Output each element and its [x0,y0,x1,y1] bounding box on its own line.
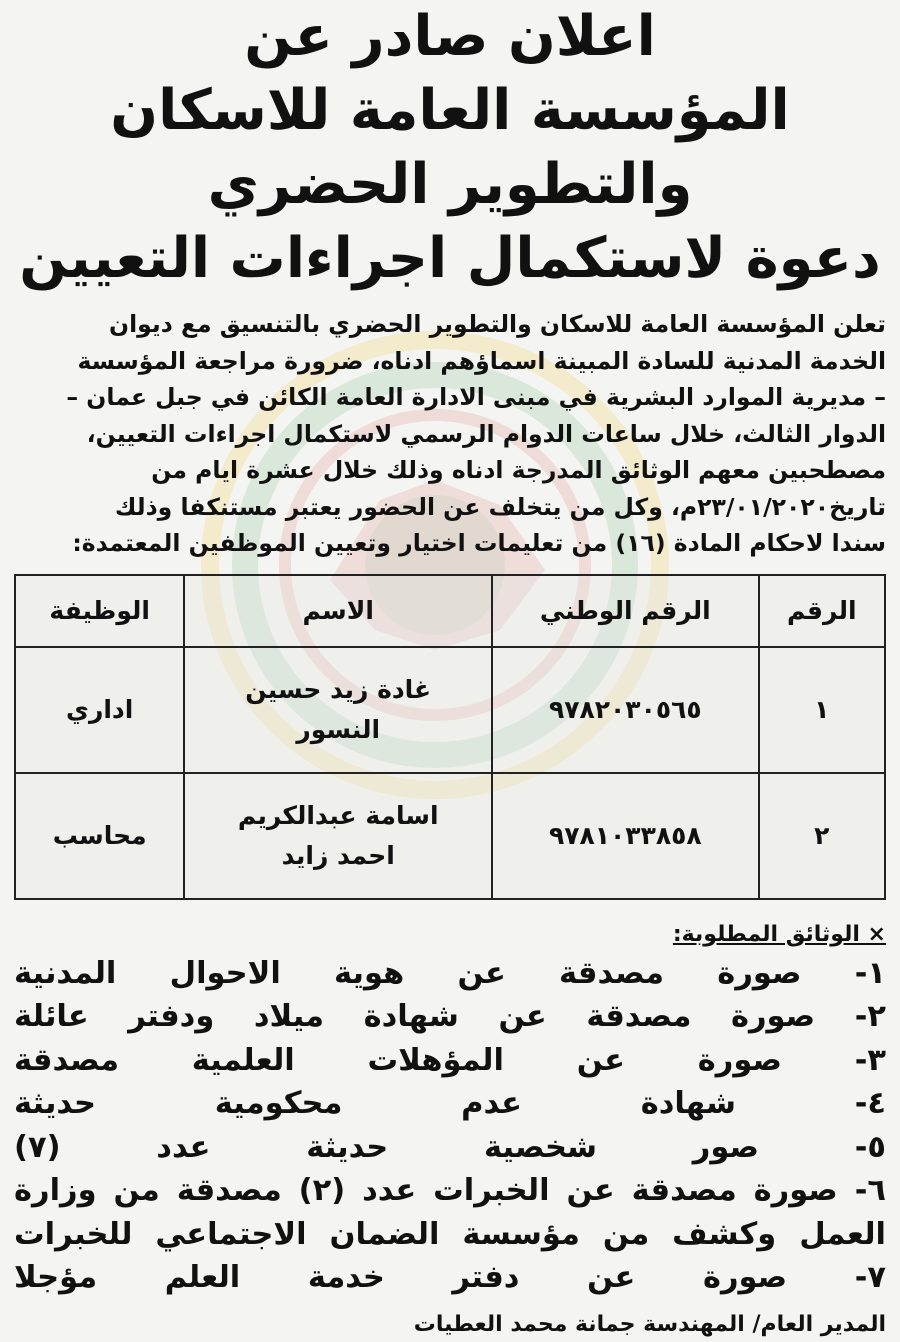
list-item: ١- صورة مصدقة عن هوية الاحوال المدنية [14,955,886,991]
list-item: ٥- صور شخصية حديثة عدد (٧) [14,1129,886,1165]
row-number: ٢ [759,773,885,899]
required-documents-list [14,952,886,1300]
list-item: ٧- صورة عن دفتر خدمة العلم مؤجلا [14,1260,886,1295]
required-documents-heading: × الوثائق المطلوبة: [672,921,886,947]
row-name-line1: غادة زيد حسين [245,674,432,704]
announcement-title-line1: اعلان صادر عن [244,4,656,69]
announcement-title-line2: المؤسسة العامة للاسكان والتطوير الحضري [110,78,790,217]
list-item: العمل وكشف من مؤسسة الضمان الاجتماعي للخبرات [14,1216,886,1252]
row-number: ١ [759,647,885,773]
table-row [15,647,885,773]
header-job: الوظيفة [15,575,184,647]
header-number: الرقم [759,575,885,647]
appointees-table [14,574,886,900]
row-name [184,647,492,773]
intro-line: الخدمة المدنية للسادة المبينة اسماؤهم ادناه، ضرورة مراجعة المؤسسة [77,346,886,375]
announcement-title-line3: دعوة لاستكمال اجراءات التعيين [19,226,881,291]
row-name-line2: احمد زايد [281,840,395,870]
intro-line: – مديرية الموارد البشرية في مبنى الادارة العامة الكائن في جبل عمان – [66,383,886,411]
row-job: اداري [15,647,184,773]
list-item: ٣- صورة عن المؤهلات العلمية مصدقة [14,1042,886,1078]
intro-line: سندا لاحكام المادة (١٦) من تعليمات اختيار وتعيين الموظفين المعتمدة: [72,529,886,557]
row-name [184,773,492,899]
row-job: محاسب [15,773,184,899]
intro-line: تاريخ٢٣/٠١/٢٠٢٠م، وكل من يتخلف عن الحضور يعتبر مستنكفا وذلك [114,492,886,521]
row-name-line1: اسامة عبدالكريم [237,800,439,830]
list-item: ٤- شهادة عدم محكومية حديثة [14,1086,886,1121]
table-header-row [15,575,885,647]
list-item: ٢- صورة مصدقة عن شهادة ميلاد ودفتر عائلة [14,999,886,1034]
row-name-line2: النسور [296,714,381,744]
list-item: ٦- صورة مصدقة عن الخبرات عدد (٢) مصدقة من وزارة [14,1173,886,1208]
header-national-id: الرقم الوطني [492,575,759,647]
table-row [15,773,885,899]
intro-line: الدوار الثالث، خلال ساعات الدوام الرسمي لاستكمال اجراءات التعيين، [86,419,886,448]
row-national-id: ٩٧٨١٠٣٣٨٥٨ [492,773,759,899]
signature-line: المدير العام/ المهندسة جمانة محمد العطيات [413,1311,886,1337]
header-name: الاسم [184,575,492,647]
intro-line: تعلن المؤسسة العامة للاسكان والتطوير الحضري بالتنسيق مع ديوان [109,310,886,338]
intro-line: مصطحبين معهم الوثائق المدرجة ادناه وذلك خلال عشرة ايام من [151,456,886,484]
row-national-id: ٩٧٨٢٠٣٠٥٦٥ [492,647,759,773]
intro-paragraph [14,306,886,562]
